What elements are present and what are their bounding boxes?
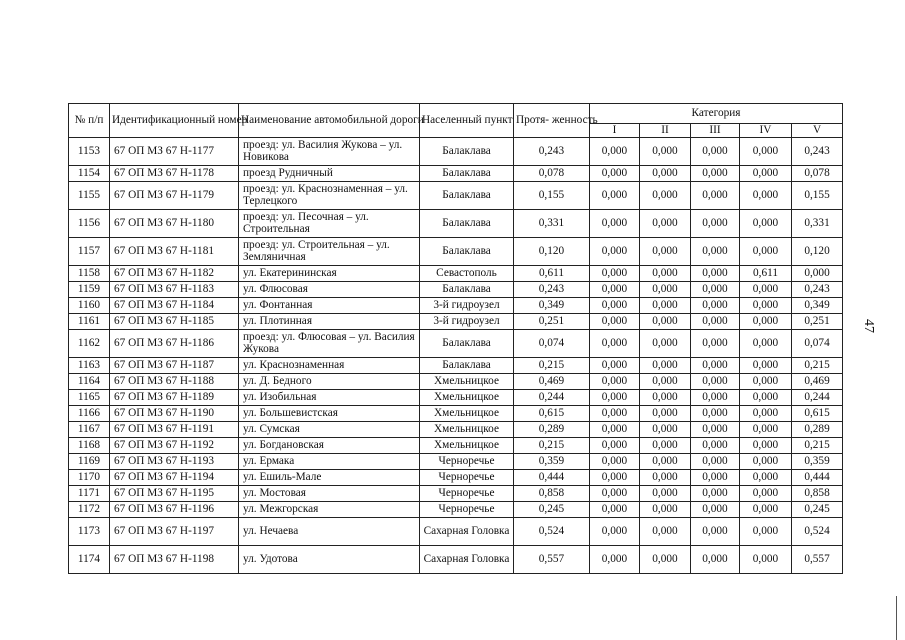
header-num: № п/п bbox=[69, 104, 110, 138]
row-length: 0,215 bbox=[514, 358, 590, 374]
row-category-2: 0,000 bbox=[640, 374, 691, 390]
header-id: Идентификационный номер bbox=[110, 104, 239, 138]
row-settlement: 3-й гидроузел bbox=[420, 314, 514, 330]
page-number: 47 bbox=[861, 319, 876, 333]
row-settlement: Сахарная Головка bbox=[420, 518, 514, 546]
table-row bbox=[69, 406, 843, 422]
row-category-3: 0,000 bbox=[691, 330, 740, 358]
row-id: 67 ОП МЗ 67 Н-1177 bbox=[110, 138, 239, 166]
table-row bbox=[69, 546, 843, 574]
row-settlement: Севастополь bbox=[420, 266, 514, 282]
row-category-1: 0,000 bbox=[590, 470, 640, 486]
row-category-1: 0,000 bbox=[590, 406, 640, 422]
row-category-1: 0,000 bbox=[590, 138, 640, 166]
table-row bbox=[69, 182, 843, 210]
row-road-name: проезд: ул. Краснознаменная – ул. Терлецкого bbox=[239, 182, 420, 210]
header-cat-2: II bbox=[640, 124, 691, 138]
row-category-5: 0,243 bbox=[792, 282, 843, 298]
row-category-3: 0,000 bbox=[691, 138, 740, 166]
row-category-1: 0,000 bbox=[590, 502, 640, 518]
row-length: 0,611 bbox=[514, 266, 590, 282]
document-page bbox=[68, 103, 842, 574]
row-road-name: ул. Удотова bbox=[239, 546, 420, 574]
row-category-5: 0,524 bbox=[792, 518, 843, 546]
row-id: 67 ОП МЗ 67 Н-1183 bbox=[110, 282, 239, 298]
roads-table bbox=[68, 103, 843, 574]
row-settlement: Балаклава bbox=[420, 358, 514, 374]
row-category-3: 0,000 bbox=[691, 546, 740, 574]
row-road-name: ул. Д. Бедного bbox=[239, 374, 420, 390]
scan-edge-line bbox=[896, 596, 897, 640]
row-category-3: 0,000 bbox=[691, 518, 740, 546]
table-row bbox=[69, 438, 843, 454]
row-category-1: 0,000 bbox=[590, 390, 640, 406]
row-settlement: Хмельницкое bbox=[420, 374, 514, 390]
row-category-5: 0,244 bbox=[792, 390, 843, 406]
row-length: 0,858 bbox=[514, 486, 590, 502]
row-category-4: 0,000 bbox=[740, 438, 792, 454]
row-category-2: 0,000 bbox=[640, 470, 691, 486]
row-id: 67 ОП МЗ 67 Н-1184 bbox=[110, 298, 239, 314]
row-category-1: 0,000 bbox=[590, 266, 640, 282]
row-category-2: 0,000 bbox=[640, 210, 691, 238]
table-row bbox=[69, 210, 843, 238]
row-length: 0,359 bbox=[514, 454, 590, 470]
row-length: 0,469 bbox=[514, 374, 590, 390]
row-category-3: 0,000 bbox=[691, 422, 740, 438]
row-category-4: 0,000 bbox=[740, 210, 792, 238]
row-settlement: Хмельницкое bbox=[420, 390, 514, 406]
row-length: 0,331 bbox=[514, 210, 590, 238]
row-category-2: 0,000 bbox=[640, 454, 691, 470]
row-category-1: 0,000 bbox=[590, 314, 640, 330]
table-row bbox=[69, 502, 843, 518]
row-length: 0,244 bbox=[514, 390, 590, 406]
header-length: Протя- женность bbox=[514, 104, 590, 138]
row-category-4: 0,000 bbox=[740, 166, 792, 182]
row-category-5: 0,245 bbox=[792, 502, 843, 518]
row-settlement: Балаклава bbox=[420, 182, 514, 210]
row-number: 1162 bbox=[69, 330, 110, 358]
header-category: Категория bbox=[590, 104, 843, 124]
row-road-name: ул. Изобильная bbox=[239, 390, 420, 406]
row-category-4: 0,000 bbox=[740, 374, 792, 390]
row-category-5: 0,120 bbox=[792, 238, 843, 266]
row-category-4: 0,000 bbox=[740, 502, 792, 518]
row-category-5: 0,078 bbox=[792, 166, 843, 182]
row-category-4: 0,000 bbox=[740, 238, 792, 266]
row-number: 1156 bbox=[69, 210, 110, 238]
header-cat-5: V bbox=[792, 124, 843, 138]
row-number: 1163 bbox=[69, 358, 110, 374]
row-category-2: 0,000 bbox=[640, 266, 691, 282]
row-settlement: Балаклава bbox=[420, 282, 514, 298]
row-category-3: 0,000 bbox=[691, 210, 740, 238]
row-category-1: 0,000 bbox=[590, 486, 640, 502]
row-category-3: 0,000 bbox=[691, 166, 740, 182]
row-id: 67 ОП МЗ 67 Н-1180 bbox=[110, 210, 239, 238]
row-category-4: 0,000 bbox=[740, 138, 792, 166]
row-category-2: 0,000 bbox=[640, 390, 691, 406]
row-settlement: Балаклава bbox=[420, 210, 514, 238]
row-id: 67 ОП МЗ 67 Н-1191 bbox=[110, 422, 239, 438]
row-category-2: 0,000 bbox=[640, 486, 691, 502]
row-category-4: 0,611 bbox=[740, 266, 792, 282]
row-road-name: проезд Рудничный bbox=[239, 166, 420, 182]
table-row bbox=[69, 238, 843, 266]
row-category-4: 0,000 bbox=[740, 282, 792, 298]
row-category-5: 0,289 bbox=[792, 422, 843, 438]
row-category-1: 0,000 bbox=[590, 518, 640, 546]
row-category-3: 0,000 bbox=[691, 298, 740, 314]
row-id: 67 ОП МЗ 67 Н-1190 bbox=[110, 406, 239, 422]
row-id: 67 ОП МЗ 67 Н-1198 bbox=[110, 546, 239, 574]
row-category-4: 0,000 bbox=[740, 358, 792, 374]
row-category-3: 0,000 bbox=[691, 238, 740, 266]
row-category-4: 0,000 bbox=[740, 314, 792, 330]
row-id: 67 ОП МЗ 67 Н-1196 bbox=[110, 502, 239, 518]
table-row bbox=[69, 138, 843, 166]
row-category-2: 0,000 bbox=[640, 138, 691, 166]
row-settlement: 3-й гидроузел bbox=[420, 298, 514, 314]
row-category-1: 0,000 bbox=[590, 358, 640, 374]
header-cat-4: IV bbox=[740, 124, 792, 138]
header-cat-3: III bbox=[691, 124, 740, 138]
row-length: 0,289 bbox=[514, 422, 590, 438]
row-number: 1160 bbox=[69, 298, 110, 314]
row-number: 1174 bbox=[69, 546, 110, 574]
row-settlement: Хмельницкое bbox=[420, 422, 514, 438]
row-category-2: 0,000 bbox=[640, 314, 691, 330]
row-id: 67 ОП МЗ 67 Н-1178 bbox=[110, 166, 239, 182]
row-road-name: ул. Сумская bbox=[239, 422, 420, 438]
row-number: 1173 bbox=[69, 518, 110, 546]
row-category-2: 0,000 bbox=[640, 182, 691, 210]
table-row bbox=[69, 358, 843, 374]
row-length: 0,243 bbox=[514, 138, 590, 166]
row-category-2: 0,000 bbox=[640, 438, 691, 454]
row-road-name: ул. Фонтанная bbox=[239, 298, 420, 314]
row-road-name: ул. Екатерининская bbox=[239, 266, 420, 282]
row-category-1: 0,000 bbox=[590, 238, 640, 266]
row-category-4: 0,000 bbox=[740, 406, 792, 422]
table-row bbox=[69, 518, 843, 546]
table-row bbox=[69, 166, 843, 182]
row-category-1: 0,000 bbox=[590, 454, 640, 470]
row-category-4: 0,000 bbox=[740, 454, 792, 470]
row-category-1: 0,000 bbox=[590, 182, 640, 210]
table-body bbox=[69, 138, 843, 574]
row-category-5: 0,243 bbox=[792, 138, 843, 166]
row-category-2: 0,000 bbox=[640, 166, 691, 182]
row-category-3: 0,000 bbox=[691, 406, 740, 422]
row-settlement: Черноречье bbox=[420, 486, 514, 502]
row-number: 1161 bbox=[69, 314, 110, 330]
row-id: 67 ОП МЗ 67 Н-1181 bbox=[110, 238, 239, 266]
row-number: 1170 bbox=[69, 470, 110, 486]
row-road-name: проезд: ул. Строительная – ул. Земляничная bbox=[239, 238, 420, 266]
row-category-4: 0,000 bbox=[740, 298, 792, 314]
row-number: 1164 bbox=[69, 374, 110, 390]
table-row bbox=[69, 282, 843, 298]
row-number: 1157 bbox=[69, 238, 110, 266]
row-category-5: 0,557 bbox=[792, 546, 843, 574]
row-road-name: ул. Большевистская bbox=[239, 406, 420, 422]
table-row bbox=[69, 390, 843, 406]
row-category-2: 0,000 bbox=[640, 518, 691, 546]
row-category-3: 0,000 bbox=[691, 282, 740, 298]
row-category-5: 0,331 bbox=[792, 210, 843, 238]
row-category-1: 0,000 bbox=[590, 166, 640, 182]
header-row bbox=[69, 104, 843, 124]
row-settlement: Черноречье bbox=[420, 454, 514, 470]
row-category-2: 0,000 bbox=[640, 330, 691, 358]
table-row bbox=[69, 374, 843, 390]
table-row bbox=[69, 298, 843, 314]
table-row bbox=[69, 330, 843, 358]
row-id: 67 ОП МЗ 67 Н-1185 bbox=[110, 314, 239, 330]
row-road-name: проезд: ул. Песочная – ул. Строительная bbox=[239, 210, 420, 238]
row-settlement: Черноречье bbox=[420, 502, 514, 518]
row-category-3: 0,000 bbox=[691, 454, 740, 470]
row-category-4: 0,000 bbox=[740, 390, 792, 406]
table-row bbox=[69, 422, 843, 438]
row-category-5: 0,251 bbox=[792, 314, 843, 330]
row-settlement: Хмельницкое bbox=[420, 406, 514, 422]
row-settlement: Балаклава bbox=[420, 330, 514, 358]
row-length: 0,074 bbox=[514, 330, 590, 358]
row-id: 67 ОП МЗ 67 Н-1194 bbox=[110, 470, 239, 486]
row-category-3: 0,000 bbox=[691, 390, 740, 406]
row-category-3: 0,000 bbox=[691, 438, 740, 454]
row-category-5: 0,359 bbox=[792, 454, 843, 470]
row-id: 67 ОП МЗ 67 Н-1192 bbox=[110, 438, 239, 454]
row-road-name: проезд: ул. Флюсовая – ул. Василия Жукова bbox=[239, 330, 420, 358]
row-road-name: ул. Ешиль-Мале bbox=[239, 470, 420, 486]
row-number: 1171 bbox=[69, 486, 110, 502]
row-number: 1155 bbox=[69, 182, 110, 210]
header-cat-1: I bbox=[590, 124, 640, 138]
row-number: 1165 bbox=[69, 390, 110, 406]
row-category-3: 0,000 bbox=[691, 470, 740, 486]
row-length: 0,251 bbox=[514, 314, 590, 330]
row-id: 67 ОП МЗ 67 Н-1197 bbox=[110, 518, 239, 546]
row-length: 0,444 bbox=[514, 470, 590, 486]
row-id: 67 ОП МЗ 67 Н-1182 bbox=[110, 266, 239, 282]
header-city: Населенный пункт bbox=[420, 104, 514, 138]
row-id: 67 ОП МЗ 67 Н-1186 bbox=[110, 330, 239, 358]
row-category-2: 0,000 bbox=[640, 406, 691, 422]
table-row bbox=[69, 486, 843, 502]
row-category-2: 0,000 bbox=[640, 238, 691, 266]
row-road-name: ул. Плотинная bbox=[239, 314, 420, 330]
row-id: 67 ОП МЗ 67 Н-1179 bbox=[110, 182, 239, 210]
row-settlement: Хмельницкое bbox=[420, 438, 514, 454]
row-category-3: 0,000 bbox=[691, 358, 740, 374]
row-category-4: 0,000 bbox=[740, 422, 792, 438]
row-number: 1158 bbox=[69, 266, 110, 282]
row-category-5: 0,215 bbox=[792, 358, 843, 374]
row-category-4: 0,000 bbox=[740, 470, 792, 486]
row-category-3: 0,000 bbox=[691, 486, 740, 502]
row-category-1: 0,000 bbox=[590, 210, 640, 238]
row-number: 1169 bbox=[69, 454, 110, 470]
row-number: 1172 bbox=[69, 502, 110, 518]
row-length: 0,215 bbox=[514, 438, 590, 454]
row-category-5: 0,215 bbox=[792, 438, 843, 454]
row-length: 0,155 bbox=[514, 182, 590, 210]
row-id: 67 ОП МЗ 67 Н-1193 bbox=[110, 454, 239, 470]
row-settlement: Сахарная Головка bbox=[420, 546, 514, 574]
row-category-2: 0,000 bbox=[640, 358, 691, 374]
row-category-4: 0,000 bbox=[740, 182, 792, 210]
row-category-3: 0,000 bbox=[691, 266, 740, 282]
row-road-name: ул. Нечаева bbox=[239, 518, 420, 546]
row-length: 0,615 bbox=[514, 406, 590, 422]
row-category-2: 0,000 bbox=[640, 298, 691, 314]
row-category-5: 0,444 bbox=[792, 470, 843, 486]
row-length: 0,349 bbox=[514, 298, 590, 314]
row-category-1: 0,000 bbox=[590, 298, 640, 314]
row-category-5: 0,469 bbox=[792, 374, 843, 390]
row-id: 67 ОП МЗ 67 Н-1195 bbox=[110, 486, 239, 502]
row-number: 1166 bbox=[69, 406, 110, 422]
row-settlement: Черноречье bbox=[420, 470, 514, 486]
row-road-name: ул. Богдановская bbox=[239, 438, 420, 454]
row-category-1: 0,000 bbox=[590, 438, 640, 454]
row-category-5: 0,858 bbox=[792, 486, 843, 502]
row-number: 1167 bbox=[69, 422, 110, 438]
row-id: 67 ОП МЗ 67 Н-1187 bbox=[110, 358, 239, 374]
row-category-5: 0,615 bbox=[792, 406, 843, 422]
row-category-4: 0,000 bbox=[740, 518, 792, 546]
row-settlement: Балаклава bbox=[420, 238, 514, 266]
row-category-4: 0,000 bbox=[740, 486, 792, 502]
row-length: 0,557 bbox=[514, 546, 590, 574]
row-length: 0,120 bbox=[514, 238, 590, 266]
row-settlement: Балаклава bbox=[420, 166, 514, 182]
row-category-1: 0,000 bbox=[590, 546, 640, 574]
row-road-name: ул. Мостовая bbox=[239, 486, 420, 502]
row-category-1: 0,000 bbox=[590, 282, 640, 298]
row-category-2: 0,000 bbox=[640, 546, 691, 574]
row-category-3: 0,000 bbox=[691, 374, 740, 390]
row-road-name: ул. Флюсовая bbox=[239, 282, 420, 298]
row-category-5: 0,074 bbox=[792, 330, 843, 358]
row-road-name: ул. Ермака bbox=[239, 454, 420, 470]
row-category-3: 0,000 bbox=[691, 314, 740, 330]
header-road: Наименование автомобильной дороги bbox=[239, 104, 420, 138]
table-row bbox=[69, 454, 843, 470]
row-number: 1154 bbox=[69, 166, 110, 182]
row-category-1: 0,000 bbox=[590, 330, 640, 358]
table-row bbox=[69, 266, 843, 282]
row-id: 67 ОП МЗ 67 Н-1189 bbox=[110, 390, 239, 406]
row-settlement: Балаклава bbox=[420, 138, 514, 166]
table-row bbox=[69, 314, 843, 330]
row-category-3: 0,000 bbox=[691, 182, 740, 210]
row-category-2: 0,000 bbox=[640, 502, 691, 518]
row-category-4: 0,000 bbox=[740, 546, 792, 574]
row-length: 0,243 bbox=[514, 282, 590, 298]
row-length: 0,078 bbox=[514, 166, 590, 182]
row-id: 67 ОП МЗ 67 Н-1188 bbox=[110, 374, 239, 390]
row-category-2: 0,000 bbox=[640, 282, 691, 298]
row-category-4: 0,000 bbox=[740, 330, 792, 358]
row-number: 1153 bbox=[69, 138, 110, 166]
row-category-5: 0,349 bbox=[792, 298, 843, 314]
row-category-5: 0,155 bbox=[792, 182, 843, 210]
row-length: 0,524 bbox=[514, 518, 590, 546]
row-category-3: 0,000 bbox=[691, 502, 740, 518]
row-length: 0,245 bbox=[514, 502, 590, 518]
row-number: 1168 bbox=[69, 438, 110, 454]
row-category-1: 0,000 bbox=[590, 374, 640, 390]
row-road-name: ул. Межгорская bbox=[239, 502, 420, 518]
row-number: 1159 bbox=[69, 282, 110, 298]
row-category-2: 0,000 bbox=[640, 422, 691, 438]
table-row bbox=[69, 470, 843, 486]
row-category-1: 0,000 bbox=[590, 422, 640, 438]
row-road-name: проезд: ул. Василия Жукова – ул. Новикова bbox=[239, 138, 420, 166]
row-category-5: 0,000 bbox=[792, 266, 843, 282]
row-road-name: ул. Краснознаменная bbox=[239, 358, 420, 374]
